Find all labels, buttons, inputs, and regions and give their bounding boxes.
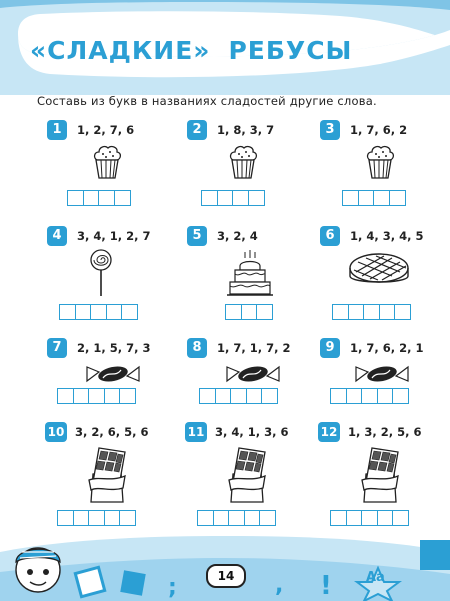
- answer-box[interactable]: [230, 388, 247, 404]
- answer-box[interactable]: [342, 190, 359, 206]
- answer-box[interactable]: [346, 388, 363, 404]
- footer-decoration: [0, 522, 450, 601]
- answer-box[interactable]: [88, 388, 105, 404]
- puzzle-clue: 1, 7, 6, 2: [350, 123, 408, 137]
- puzzle-6: [320, 226, 450, 314]
- puzzle-clue: 1, 8, 3, 7: [217, 123, 275, 137]
- answer-box[interactable]: [389, 190, 406, 206]
- boy-character-icon: [16, 548, 60, 592]
- puzzle-number: 9: [320, 338, 340, 358]
- answer-boxes: [342, 190, 404, 206]
- answer-box[interactable]: [361, 388, 378, 404]
- puzzle-9: [320, 338, 450, 426]
- answer-boxes: [67, 190, 129, 206]
- answer-box[interactable]: [363, 304, 380, 320]
- puzzle-clue: 1, 7, 1, 7, 2: [217, 341, 291, 355]
- puzzle-number: 7: [47, 338, 67, 358]
- answer-box[interactable]: [83, 190, 100, 206]
- pie-icon: [348, 250, 410, 290]
- title-word-2: РЕБУСЫ: [228, 36, 353, 65]
- answer-box[interactable]: [358, 190, 375, 206]
- puzzle-clue: 3, 4, 1, 3, 6: [215, 425, 289, 439]
- puzzle-2: [187, 120, 317, 208]
- answer-box[interactable]: [201, 190, 218, 206]
- puzzle-clue: 1, 7, 6, 2, 1: [350, 341, 424, 355]
- answer-box[interactable]: [67, 190, 84, 206]
- answer-boxes: [57, 388, 135, 404]
- puzzle-number: 8: [187, 338, 207, 358]
- answer-box[interactable]: [256, 304, 273, 320]
- chocolate-bar-icon: [358, 446, 402, 504]
- svg-text:;: ;: [168, 575, 177, 600]
- answer-box[interactable]: [98, 190, 115, 206]
- answer-boxes: [199, 388, 277, 404]
- answer-box[interactable]: [217, 190, 234, 206]
- corner-label: Aa: [366, 570, 385, 585]
- puzzle-number: 4: [47, 226, 67, 246]
- birthday-cake-icon: [225, 248, 275, 298]
- puzzle-8: [187, 338, 317, 426]
- answer-box[interactable]: [75, 304, 92, 320]
- puzzle-number: 3: [320, 120, 340, 140]
- instruction-text: Составь из букв в названиях сладостей другие слова.: [37, 94, 377, 108]
- lollipop-icon: [89, 248, 113, 298]
- answer-box[interactable]: [57, 388, 74, 404]
- puzzle-number: 2: [187, 120, 207, 140]
- answer-box[interactable]: [330, 388, 347, 404]
- answer-box[interactable]: [373, 190, 390, 206]
- puzzle-11: [185, 422, 315, 510]
- answer-box[interactable]: [392, 388, 409, 404]
- svg-text:!: !: [320, 571, 332, 601]
- puzzle-number: 10: [45, 422, 67, 442]
- answer-box[interactable]: [332, 304, 349, 320]
- answer-box[interactable]: [377, 388, 394, 404]
- answer-boxes: [59, 304, 137, 320]
- answer-box[interactable]: [232, 190, 249, 206]
- cupcake-icon: [364, 144, 396, 182]
- answer-box[interactable]: [106, 304, 123, 320]
- puzzle-clue: 1, 3, 2, 5, 6: [348, 425, 422, 439]
- answer-box[interactable]: [119, 388, 136, 404]
- page-title: [30, 36, 352, 65]
- answer-box[interactable]: [225, 304, 242, 320]
- answer-box[interactable]: [59, 304, 76, 320]
- puzzle-clue: 3, 2, 6, 5, 6: [75, 425, 149, 439]
- cupcake-icon: [91, 144, 123, 182]
- answer-box[interactable]: [215, 388, 232, 404]
- answer-boxes: [332, 304, 410, 320]
- puzzle-12: [318, 422, 448, 510]
- answer-box[interactable]: [121, 304, 138, 320]
- candy-icon: [225, 362, 281, 386]
- candy-icon: [354, 362, 410, 386]
- answer-boxes: [201, 190, 263, 206]
- puzzle-clue: 3, 4, 1, 2, 7: [77, 229, 151, 243]
- puzzle-number: 11: [185, 422, 207, 442]
- puzzle-number: 12: [318, 422, 340, 442]
- puzzle-5: [187, 226, 317, 314]
- answer-box[interactable]: [104, 388, 121, 404]
- answer-box[interactable]: [261, 388, 278, 404]
- puzzle-4: [47, 226, 177, 314]
- answer-box[interactable]: [394, 304, 411, 320]
- page-number: 14: [206, 564, 246, 588]
- svg-text:,: ,: [275, 573, 284, 598]
- puzzle-clue: 2, 1, 5, 7, 3: [77, 341, 151, 355]
- puzzle-clue: 1, 4, 3, 4, 5: [350, 229, 424, 243]
- chocolate-bar-icon: [225, 446, 269, 504]
- answer-box[interactable]: [246, 388, 263, 404]
- chocolate-bar-icon: [85, 446, 129, 504]
- puzzle-number: 6: [320, 226, 340, 246]
- answer-box[interactable]: [348, 304, 365, 320]
- puzzle-3: [320, 120, 450, 208]
- answer-box[interactable]: [241, 304, 258, 320]
- answer-box[interactable]: [73, 388, 90, 404]
- puzzle-number: 5: [187, 226, 207, 246]
- answer-box[interactable]: [379, 304, 396, 320]
- candy-icon: [85, 362, 141, 386]
- answer-boxes: [330, 388, 408, 404]
- answer-boxes: [225, 304, 272, 320]
- puzzle-clue: 3, 2, 4: [217, 229, 258, 243]
- cupcake-icon: [227, 144, 259, 182]
- answer-box[interactable]: [199, 388, 216, 404]
- title-word-1: «СЛАДКИЕ»: [30, 36, 211, 65]
- puzzle-7: [47, 338, 177, 426]
- answer-box[interactable]: [114, 190, 131, 206]
- puzzle-10: [45, 422, 175, 510]
- answer-box[interactable]: [90, 304, 107, 320]
- puzzle-1: [47, 120, 177, 208]
- answer-box[interactable]: [248, 190, 265, 206]
- puzzle-number: 1: [47, 120, 67, 140]
- puzzle-clue: 1, 2, 7, 6: [77, 123, 135, 137]
